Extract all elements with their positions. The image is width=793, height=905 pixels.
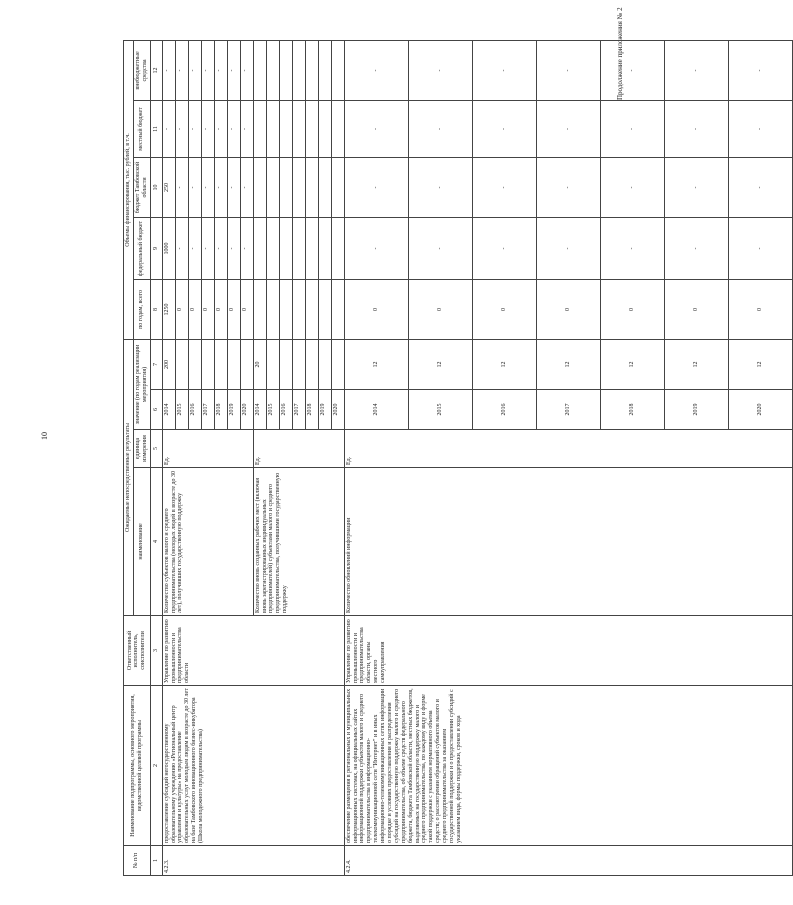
executor: Управление по развитию промышленности и предпринимательства области, органы местного самоуправления (344, 616, 792, 686)
fund-total: 0 (175, 279, 188, 339)
value (214, 339, 227, 389)
fund-regional: - (536, 157, 600, 217)
header-executor: Ответственный исполнитель, соисполнители (124, 616, 151, 686)
appendix-note: Продолжение приложения № 2 (616, 7, 624, 100)
row-number: 4.2.4. (344, 846, 792, 876)
value: 200 (162, 339, 175, 389)
empty-cell (305, 40, 318, 100)
fund-federal: - (240, 217, 253, 279)
empty-cell (292, 157, 305, 217)
empty-cell (305, 279, 318, 339)
empty-cell (331, 40, 344, 100)
empty-cell (253, 100, 266, 157)
empty-cell (253, 157, 266, 217)
year: 2020 (240, 390, 253, 430)
empty-cell (279, 40, 292, 100)
fund-federal: - (344, 217, 408, 279)
fund-federal: - (664, 217, 728, 279)
fund-federal: - (175, 217, 188, 279)
year: 2018 (214, 390, 227, 430)
empty-cell (266, 157, 279, 217)
header-result-name: наименование (133, 468, 150, 616)
header-fund-total: по годам, всего (133, 279, 150, 339)
header-funding-group: Объемы финансирования, тыс. рублей, в т.ч. (124, 40, 134, 339)
header-fund-extra: внебюджетные средства (133, 40, 150, 100)
fund-total: 0 (408, 279, 472, 339)
value (175, 339, 188, 389)
year: 2020 (728, 390, 792, 430)
header-fund-federal: федеральный бюджет (133, 217, 150, 279)
column-numbers-row (150, 40, 162, 875)
value (201, 339, 214, 389)
fund-regional: - (201, 157, 214, 217)
year: 2015 (266, 390, 279, 430)
col-number: 12 (150, 40, 162, 100)
fund-total: 0 (227, 279, 240, 339)
empty-cell (253, 217, 266, 279)
fund-total: 0 (600, 279, 664, 339)
table-body (162, 40, 792, 875)
unit: Ед. (253, 430, 344, 468)
value: 12 (408, 339, 472, 389)
empty-cell (331, 100, 344, 157)
value: 12 (728, 339, 792, 389)
program-name: обеспечение размещения в региональных и муниципальных информационных системах, на официальных сайтах информационной поддержки субъектов малого и среднего предпринимательства в информационно-телекоммуникационной сети "Интернет" и в иных информационно-телекоммуникационных сетях информации о порядке и условиях предоставления и распределения субсидий на государственную поддержку малого и среднего предпринимательства, об объеме средств федерального бюджета, бюджета Тамбовской области, местных бюджетов, выделяемых на государственную поддержку малого и среднего предпринимательства, по каждому виду и форме такой поддержки с указанием нормативного объема средств; о рассмотрении обращений субъектов малого и среднего предпринимательства за оказанием государственной поддержки и о предоставлении субсидий с указанием вида, формы поддержки, сроков и хода (344, 686, 792, 846)
fund-local: - (162, 100, 175, 157)
header-name: Наименование подпрограммы, основного мероприятия, ведомственной целевой программы (124, 686, 151, 846)
header-num: № п/п (124, 846, 151, 876)
year: 2015 (175, 390, 188, 430)
col-number: 11 (150, 100, 162, 157)
value: 12 (600, 339, 664, 389)
empty-cell (331, 217, 344, 279)
empty-cell (279, 100, 292, 157)
fund-federal: - (536, 217, 600, 279)
fund-local: - (201, 100, 214, 157)
fund-extra: - (536, 40, 600, 100)
value (188, 339, 201, 389)
year: 2019 (227, 390, 240, 430)
fund-extra: - (240, 40, 253, 100)
col-number: 5 (150, 430, 162, 468)
fund-local: - (472, 100, 536, 157)
empty-cell (266, 217, 279, 279)
value (227, 339, 240, 389)
fund-local: - (214, 100, 227, 157)
header-value: значение (по годам реализации мероприятия) (133, 339, 150, 429)
page-number: 10 (40, 432, 49, 440)
empty-cell (331, 157, 344, 217)
col-number: 6 (150, 390, 162, 430)
value: 12 (536, 339, 600, 389)
program-table (123, 40, 793, 876)
fund-local: - (188, 100, 201, 157)
empty-cell (292, 279, 305, 339)
fund-regional: - (175, 157, 188, 217)
fund-regional: - (240, 157, 253, 217)
fund-total: 0 (536, 279, 600, 339)
fund-extra: - (227, 40, 240, 100)
empty-cell (266, 279, 279, 339)
row-number: 4.2.3. (162, 846, 344, 876)
fund-local: - (175, 100, 188, 157)
empty-cell (292, 217, 305, 279)
value (292, 339, 305, 389)
program-name: предоставление субсидий негосударственному образовательному учреждению «Региональный центр управления и культуры» на предоставление образовательных услуг молодым людям в возрасте до 30 лет на базе Тамбовского инновационного бизнес-инкубатора (Школа молодежного предпринимательства) (162, 686, 344, 846)
value: 12 (344, 339, 408, 389)
year: 2017 (536, 390, 600, 430)
fund-extra: - (408, 40, 472, 100)
fund-total: 0 (214, 279, 227, 339)
fund-extra: - (188, 40, 201, 100)
fund-extra: - (162, 40, 175, 100)
year: 2015 (408, 390, 472, 430)
header-fund-local: местный бюджет (133, 100, 150, 157)
fund-regional: - (600, 157, 664, 217)
empty-cell (318, 40, 331, 100)
fund-total: 0 (201, 279, 214, 339)
fund-federal: 1000 (162, 217, 175, 279)
empty-cell (318, 100, 331, 157)
empty-cell (305, 100, 318, 157)
result-name: Количество вновь созданных рабочих мест (включая вновь зарегистрированных индивидуальных предпринимателей) субъектами малого и среднего предпринимательства, получившими государственную поддержку (253, 468, 344, 616)
value (331, 339, 344, 389)
year: 2016 (472, 390, 536, 430)
unit: Ед. (344, 430, 792, 468)
executor: Управление по развитию промышленности и предпринимательства области (162, 616, 344, 686)
year: 2018 (305, 390, 318, 430)
year: 2016 (279, 390, 292, 430)
empty-cell (253, 40, 266, 100)
col-number: 1 (150, 846, 162, 876)
year: 2020 (331, 390, 344, 430)
empty-cell (279, 279, 292, 339)
fund-federal: - (227, 217, 240, 279)
value: 12 (664, 339, 728, 389)
col-number: 7 (150, 339, 162, 389)
value (305, 339, 318, 389)
fund-regional: - (728, 157, 792, 217)
fund-extra: - (214, 40, 227, 100)
col-number: 9 (150, 217, 162, 279)
fund-regional: - (227, 157, 240, 217)
empty-cell (292, 40, 305, 100)
header-unit: единица измерения (133, 430, 150, 468)
year: 2017 (201, 390, 214, 430)
unit: Ед. (162, 430, 253, 468)
col-number: 4 (150, 468, 162, 616)
fund-local: - (728, 100, 792, 157)
year: 2017 (292, 390, 305, 430)
fund-total: 0 (472, 279, 536, 339)
fund-federal: - (214, 217, 227, 279)
col-number: 10 (150, 157, 162, 217)
fund-total: 0 (188, 279, 201, 339)
value (240, 339, 253, 389)
year: 2014 (344, 390, 408, 430)
fund-local: - (600, 100, 664, 157)
fund-federal: - (201, 217, 214, 279)
table-row (344, 40, 408, 875)
header-fund-regional: бюджет Тамбовской области (133, 157, 150, 217)
year: 2016 (188, 390, 201, 430)
fund-federal: - (472, 217, 536, 279)
value (266, 339, 279, 389)
fund-local: - (536, 100, 600, 157)
empty-cell (331, 279, 344, 339)
fund-total: 0 (728, 279, 792, 339)
fund-extra: - (201, 40, 214, 100)
empty-cell (292, 100, 305, 157)
fund-regional: - (472, 157, 536, 217)
empty-cell (305, 157, 318, 217)
fund-total: 0 (240, 279, 253, 339)
fund-total: 0 (344, 279, 408, 339)
empty-cell (318, 217, 331, 279)
empty-cell (279, 217, 292, 279)
fund-regional: - (664, 157, 728, 217)
fund-federal: - (408, 217, 472, 279)
year: 2019 (318, 390, 331, 430)
fund-federal: - (600, 217, 664, 279)
fund-total: 0 (664, 279, 728, 339)
fund-local: - (344, 100, 408, 157)
fund-regional: - (408, 157, 472, 217)
header-results-group: Ожидаемые непосредственные результаты (124, 339, 134, 615)
fund-regional: - (188, 157, 201, 217)
col-number: 3 (150, 616, 162, 686)
fund-extra: - (344, 40, 408, 100)
empty-cell (266, 100, 279, 157)
fund-extra: - (472, 40, 536, 100)
fund-total: 1250 (162, 279, 175, 339)
empty-cell (279, 157, 292, 217)
fund-extra: - (175, 40, 188, 100)
empty-cell (266, 40, 279, 100)
fund-extra: - (600, 40, 664, 100)
fund-regional: 250 (162, 157, 175, 217)
value (318, 339, 331, 389)
fund-regional: - (344, 157, 408, 217)
value: 20 (253, 339, 266, 389)
fund-federal: - (728, 217, 792, 279)
fund-extra: - (728, 40, 792, 100)
fund-local: - (408, 100, 472, 157)
fund-local: - (227, 100, 240, 157)
year: 2014 (162, 390, 175, 430)
value: 12 (472, 339, 536, 389)
fund-extra: - (664, 40, 728, 100)
empty-cell (318, 279, 331, 339)
result-name: Количество субъектов малого и среднего предпринимательства (молодых людей в возрасте до 30 лет), получивших государственную поддержку (162, 468, 253, 616)
fund-regional: - (214, 157, 227, 217)
col-number: 8 (150, 279, 162, 339)
year: 2019 (664, 390, 728, 430)
value (279, 339, 292, 389)
empty-cell (305, 217, 318, 279)
table-row (162, 40, 175, 875)
col-number: 2 (150, 686, 162, 846)
fund-federal: - (188, 217, 201, 279)
fund-local: - (240, 100, 253, 157)
empty-cell (253, 279, 266, 339)
fund-local: - (664, 100, 728, 157)
empty-cell (318, 157, 331, 217)
year: 2014 (253, 390, 266, 430)
year: 2018 (600, 390, 664, 430)
result-name: Количество обновлений информации (344, 468, 792, 616)
